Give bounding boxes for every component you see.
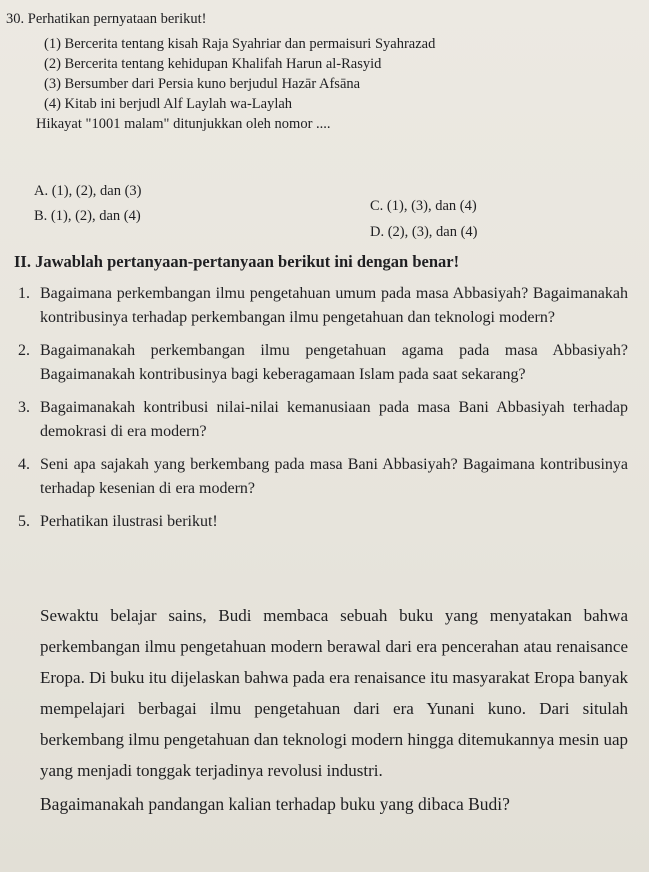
- question-number: 5.: [18, 513, 30, 530]
- essay-question-list: [18, 282, 628, 543]
- essay-question-4: [18, 453, 628, 501]
- essay-question-1: [18, 282, 628, 330]
- statement-4: (4) Kitab ini berjudl Alf Laylah wa-Laylah: [44, 96, 293, 112]
- question-number: 2.: [18, 342, 30, 359]
- question-text: Bagaimanakah kontribusi nilai-nilai kemanusiaan pada masa Bani Abbasiyah terhadap demokrasi di era modern?: [40, 399, 628, 440]
- question-number: 1.: [18, 285, 30, 302]
- question-text: Bagaimanakah perkembangan ilmu pengetahuan agama pada masa Abbasiyah? Bagaimanakah kontribusinya bagi keberagamaan Islam pada saat sekarang?: [40, 342, 628, 383]
- option-b: B. (1), (2), dan (4): [34, 208, 141, 224]
- question-number: 3.: [18, 399, 30, 416]
- essay-question-2: [18, 339, 628, 387]
- option-a: A. (1), (2), dan (3): [34, 183, 142, 199]
- question-30-heading: 30. Perhatikan pernyataan berikut!: [6, 11, 207, 27]
- question-text: Seni apa sajakah yang berkembang pada masa Bani Abbasiyah? Bagaimana kontribusinya terhadap kesenian di era modern?: [40, 456, 628, 497]
- option-d: D. (2), (3), dan (4): [370, 224, 478, 240]
- question-number: 4.: [18, 456, 30, 473]
- question-30-stem: Hikayat "1001 malam" ditunjukkan oleh nomor ....: [36, 116, 331, 132]
- statement-3: (3) Bersumber dari Persia kuno berjudul Hazār Afsāna: [44, 76, 361, 92]
- statement-1: (1) Bercerita tentang kisah Raja Syahriar dan permaisuri Syahrazad: [44, 36, 436, 52]
- essay-question-5: [18, 510, 628, 534]
- closing-question: Bagaimanakah pandangan kalian terhadap buku yang dibaca Budi?: [40, 794, 510, 814]
- question-30: [6, 10, 636, 134]
- statement-list: [44, 35, 636, 114]
- section-2-heading: II. Jawablah pertanyaan-pertanyaan berikut ini dengan benar!: [14, 252, 460, 271]
- statement-2: (2) Bercerita tentang kehidupan Khalifah Harun al-Rasyid: [44, 56, 382, 72]
- option-c: C. (1), (3), dan (4): [370, 198, 477, 214]
- essay-question-3: [18, 396, 628, 444]
- question-text: Perhatikan ilustrasi berikut!: [40, 513, 218, 530]
- question-text: Bagaimana perkembangan ilmu pengetahuan umum pada masa Abbasiyah? Bagaimanakah kontribusinya terhadap perkembangan ilmu pengetahuan dan teknologi modern?: [40, 285, 628, 326]
- illustration-paragraph: Sewaktu belajar sains, Budi membaca sebuah buku yang menyatakan bahwa perkembangan ilmu pengetahuan modern berawal dari era pencerahan atau renaisance Eropa. Di buku itu dijelaskan bahwa pada era renaisance itu masyarakat Eropa banyak mempelajari berbagai ilmu pengetahuan dari era Yunani kuno. Dari situlah berkembang ilmu pengetahuan dan teknologi modern hingga ditemukannya mesin uap yang menjadi tonggak terjadinya revolusi industri.: [40, 606, 628, 780]
